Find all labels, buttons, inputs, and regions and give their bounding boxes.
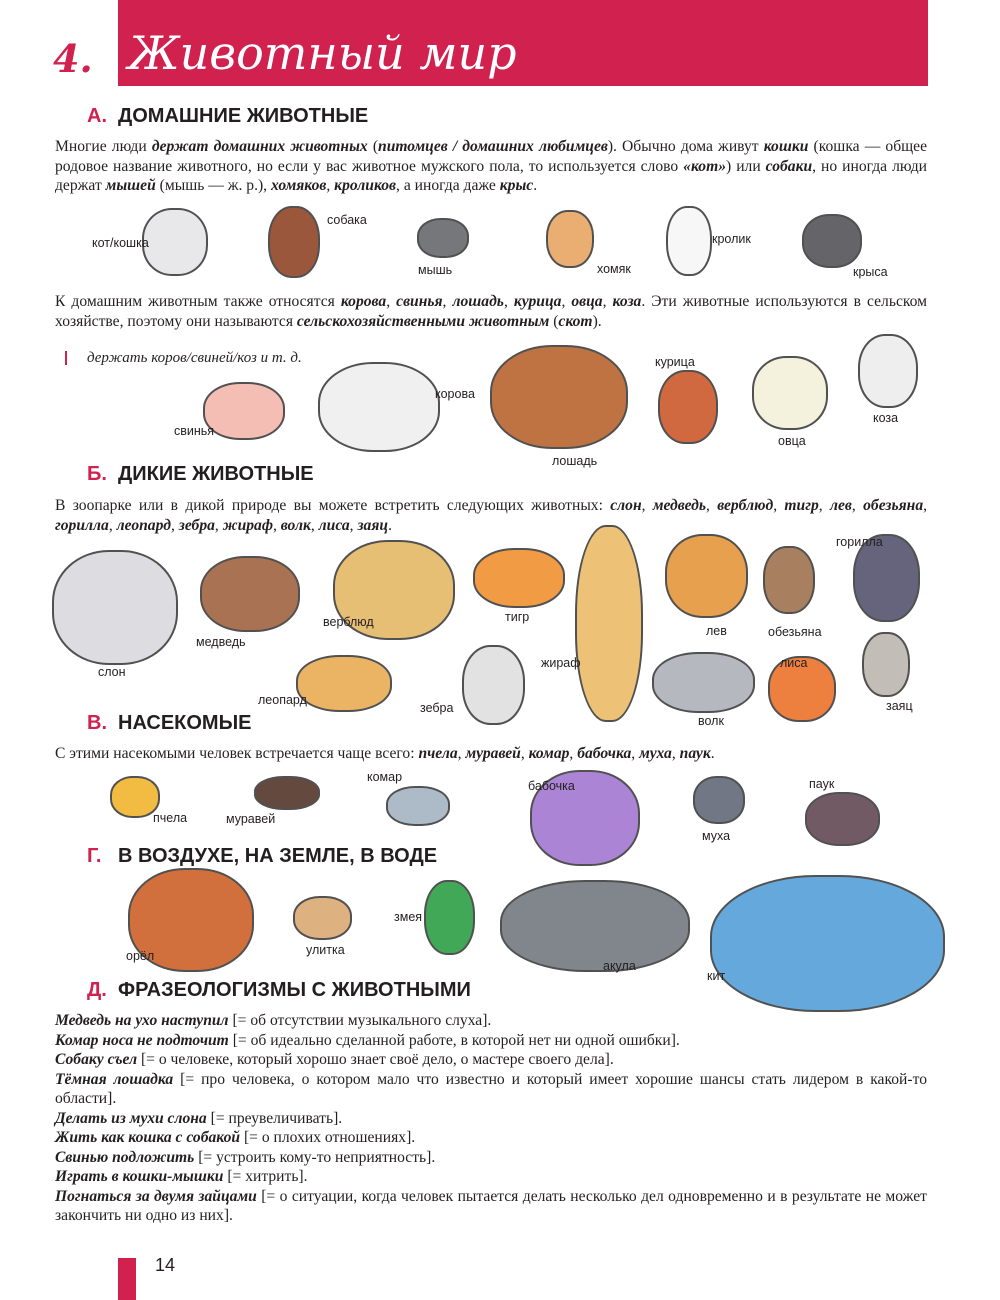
paragraph-wild [55, 496, 927, 535]
text-run: , [818, 497, 830, 514]
horse-image [490, 345, 628, 449]
page-number-bar [118, 1258, 136, 1300]
paragraph-insects [55, 744, 927, 764]
idiom-meaning: [= о ситуации, когда человек пытается делать несколько дел одновременно и в результате не может закончить ни одно из них]. [55, 1187, 927, 1224]
text-run: ). [592, 312, 602, 330]
idiom-phrase: Тёмная лошадка [55, 1070, 174, 1088]
key-term: питомцев / домашних любимцев [378, 138, 608, 155]
section-heading-a [87, 105, 368, 128]
mosquito-image [386, 786, 450, 826]
key-term: заяц [357, 516, 389, 534]
animal-label: обезьяна [768, 625, 822, 639]
section-title: ДИКИЕ ЖИВОТНЫЕ [118, 463, 314, 485]
hare-image [862, 632, 910, 697]
key-term: паук [679, 745, 711, 762]
paragraph-pets [55, 137, 927, 196]
chapter-number: 4. [53, 36, 93, 81]
section-letter: Д. [87, 979, 107, 1001]
idiom-item [55, 1070, 927, 1109]
idiom-item [55, 1128, 927, 1148]
animal-label: акула [603, 959, 636, 973]
idiom-item [55, 1031, 927, 1051]
animal-label: овца [778, 434, 806, 448]
key-term: бабочка [577, 745, 632, 762]
key-term: «кот» [683, 157, 727, 175]
animal-label: леопард [258, 693, 307, 707]
text-run: В зоопарке или в дикой природе вы можете встретить следующих животных: [55, 497, 611, 514]
section-letter: Б. [87, 463, 107, 485]
key-term: пчела [418, 745, 458, 762]
text-run: С этими насекомыми человек встречается чаще всего: [55, 745, 419, 762]
snail-image [293, 896, 352, 940]
text-run: , [386, 293, 397, 310]
idiom-phrase: Комар носа не подточит [55, 1031, 229, 1049]
animal-label: волк [698, 714, 724, 728]
elephant-image [52, 550, 178, 665]
idiom-phrase: Играть в кошки-мышки [55, 1168, 224, 1185]
text-run: , [631, 745, 640, 762]
key-term: собаки [765, 157, 813, 175]
key-term: овца [571, 293, 603, 310]
text-run: , [641, 497, 653, 514]
key-term: держат домашних животных [151, 138, 368, 155]
chapter-title: Животный мир [128, 26, 517, 80]
text-run: , [326, 177, 335, 194]
text-run: ( [549, 312, 559, 330]
key-term: тигр [784, 497, 819, 514]
animal-label: паук [809, 777, 835, 791]
key-term: курица [513, 293, 562, 310]
text-run: , [170, 516, 179, 534]
key-term: коза [612, 293, 642, 310]
animal-label: крыса [853, 265, 888, 279]
text-run: , но иногда люди держат [55, 157, 928, 194]
idiom-meaning: [= об отсутствии музыкального слуха]. [228, 1012, 492, 1029]
text-run: ( [367, 138, 379, 155]
animal-label: хомяк [597, 262, 631, 276]
idiom-phrase: Собаку съел [55, 1051, 138, 1068]
section-letter: А. [87, 105, 107, 127]
animal-label: верблюд [323, 615, 374, 629]
key-term: жираф [222, 516, 273, 534]
text-run: . [710, 745, 715, 762]
text-run: , [442, 293, 453, 310]
animal-label: курица [655, 355, 695, 369]
key-term: крыс [499, 177, 534, 194]
text-run: , [561, 293, 572, 310]
section-title: В ВОЗДУХЕ, НА ЗЕМЛЕ, В ВОДЕ [118, 845, 438, 867]
key-term: муравей [465, 745, 521, 762]
section-title: НАСЕКОМЫЕ [118, 712, 252, 734]
wolf-image [652, 652, 755, 713]
key-term: хомяков [270, 177, 327, 194]
cow-image [318, 362, 440, 452]
animal-label: пчела [153, 811, 188, 825]
animal-label: бабочка [528, 779, 575, 793]
animal-label: лиса [780, 656, 808, 670]
animal-label: лев [706, 624, 727, 638]
idiom-item [55, 1011, 927, 1031]
text-run: , [705, 497, 718, 514]
monkey-image [763, 546, 815, 614]
idiom-item [55, 1109, 927, 1129]
animal-label: кот/кошка [92, 236, 149, 250]
shark-image [500, 880, 690, 972]
key-term: корова [340, 293, 387, 310]
idiom-phrase: Погнаться за двумя зайцами [55, 1187, 257, 1205]
key-term: мышей [105, 177, 156, 194]
note-text: держать коров/свиней/коз и т. д. [87, 350, 302, 366]
text-run: , [923, 497, 928, 514]
idiom-item [55, 1187, 927, 1226]
section-heading-g [87, 845, 437, 868]
sheep-image [752, 356, 828, 430]
animal-label: жираф [541, 656, 581, 670]
idiom-meaning: [= устроить кому-то неприятность]. [194, 1148, 436, 1166]
animal-label: собака [327, 213, 367, 227]
leopard-image [296, 655, 392, 712]
section-title: ДОМАШНИЕ ЖИВОТНЫЕ [118, 105, 369, 127]
key-term: обезьяна [863, 497, 924, 514]
key-term: лиса [318, 516, 350, 534]
text-run: , [773, 497, 785, 514]
text-run: Многие люди [55, 138, 152, 155]
ant-image [254, 776, 320, 810]
animal-label: медведь [196, 635, 246, 649]
giraffe-image [575, 525, 643, 722]
key-term: волк [280, 516, 311, 534]
section-heading-v [87, 712, 252, 735]
zebra-image [462, 645, 525, 725]
key-term: леопард [116, 516, 171, 534]
text-run: , [671, 745, 680, 762]
animal-label: змея [394, 910, 423, 924]
animal-label: орёл [126, 949, 155, 963]
text-run: . [533, 177, 538, 194]
animal-label: улитка [306, 943, 345, 957]
animal-label: заяц [886, 699, 913, 713]
rat-image [802, 214, 862, 268]
key-term: зебра [178, 516, 215, 534]
idiom-meaning: [= преувеличивать]. [206, 1109, 343, 1127]
idiom-meaning: [= о плохих отношениях]. [240, 1129, 416, 1146]
key-term: верблюд [717, 497, 774, 514]
paragraph-farm [55, 292, 927, 331]
bear-image [200, 556, 300, 632]
fly-image [693, 776, 745, 824]
text-run: (кошка — общее родовое название животного, но если у вас животное мужского пола, то используется слово [55, 138, 927, 175]
text-run: , [457, 745, 466, 762]
text-run: , [349, 516, 358, 534]
idiom-item [55, 1167, 927, 1187]
lion-image [665, 534, 748, 618]
idiom-meaning: [= о человеке, который хорошо знает своё дело, о мастере своего дела]. [137, 1051, 614, 1068]
key-term: горилла [55, 516, 109, 534]
text-run: , [214, 516, 223, 534]
spider-image [805, 792, 880, 846]
tiger-image [473, 548, 565, 608]
text-run: ) или [726, 157, 766, 175]
section-letter: Г. [87, 845, 102, 867]
key-term: муха [639, 745, 672, 762]
idiom-phrase: Жить как кошка с собакой [55, 1129, 241, 1146]
key-term: лошадь [452, 293, 504, 310]
mouse-image [417, 218, 469, 258]
animal-label: комар [367, 770, 403, 784]
text-run: К домашним животным также относятся [55, 293, 341, 310]
idiom-item [55, 1148, 927, 1168]
text-run: , [569, 745, 578, 762]
page-number: 14 [155, 1255, 176, 1275]
animal-label: тигр [505, 610, 530, 624]
section-heading-b [87, 463, 314, 486]
text-run: (мышь — ж. р.), [155, 177, 271, 194]
animal-label: кролик [712, 232, 751, 246]
key-term: слон [610, 497, 642, 514]
usage-note [67, 350, 302, 367]
text-run: , [851, 497, 864, 514]
idiom-list [55, 1011, 927, 1226]
animal-label: лошадь [552, 454, 598, 468]
key-term: кроликов [334, 177, 397, 194]
text-run: . [388, 516, 392, 534]
key-term: скот [558, 312, 593, 330]
key-term: кошки [763, 138, 809, 155]
text-run: , [108, 516, 117, 534]
idiom-meaning: [= про человека, о котором мало что известно и который имеет хорошие шансы стать лидером в какой-то области]. [55, 1070, 927, 1107]
text-run: . Эти животные используются в сельском хозяйстве, поэтому они называются [55, 293, 928, 330]
animal-label: горилла [836, 535, 883, 549]
pig-image [203, 382, 285, 440]
text-run: , [520, 745, 529, 762]
snake-image [424, 880, 475, 955]
text-run: , [273, 516, 281, 534]
idiom-phrase: Делать из мухи слона [55, 1109, 207, 1127]
rabbit-image [666, 206, 712, 276]
animal-label: корова [435, 387, 475, 401]
key-term: свинья [396, 293, 443, 310]
goat-image [858, 334, 918, 408]
text-run: ). Обычно дома живут [607, 138, 764, 155]
key-term: комар [528, 745, 570, 762]
idiom-phrase: Свинью подложить [55, 1148, 195, 1166]
idiom-phrase: Медведь на ухо наступил [55, 1012, 229, 1029]
animal-label: слон [98, 665, 126, 679]
section-letter: В. [87, 712, 107, 734]
whale-image [710, 875, 945, 1012]
text-run: , [602, 293, 613, 310]
cat-image [142, 208, 208, 276]
idiom-meaning: [= об идеально сделанной работе, в которой нет ни одной ошибки]. [228, 1031, 680, 1049]
animal-label: свинья [174, 424, 215, 438]
hen-image [658, 370, 718, 444]
animal-label: коза [873, 411, 899, 425]
dog-image [268, 206, 320, 278]
key-term: медведь [652, 497, 706, 514]
idiom-item [55, 1050, 927, 1070]
text-run: , [503, 293, 514, 310]
key-term: сельскохозяйственными животным [296, 312, 550, 330]
section-title: ФРАЗЕОЛОГИЗМЫ С ЖИВОТНЫМИ [118, 979, 471, 1001]
idiom-meaning: [= хитрить]. [223, 1168, 308, 1185]
animal-label: мышь [418, 263, 453, 277]
animal-label: муравей [226, 812, 276, 826]
hamster-image [546, 210, 594, 268]
text-run: , а иногда даже [396, 177, 500, 194]
animal-label: муха [702, 829, 731, 843]
animal-label: зебра [420, 701, 454, 715]
animal-label: кит [707, 969, 726, 983]
key-term: лев [830, 497, 852, 514]
text-run: , [310, 516, 319, 534]
section-heading-d [87, 979, 471, 1002]
